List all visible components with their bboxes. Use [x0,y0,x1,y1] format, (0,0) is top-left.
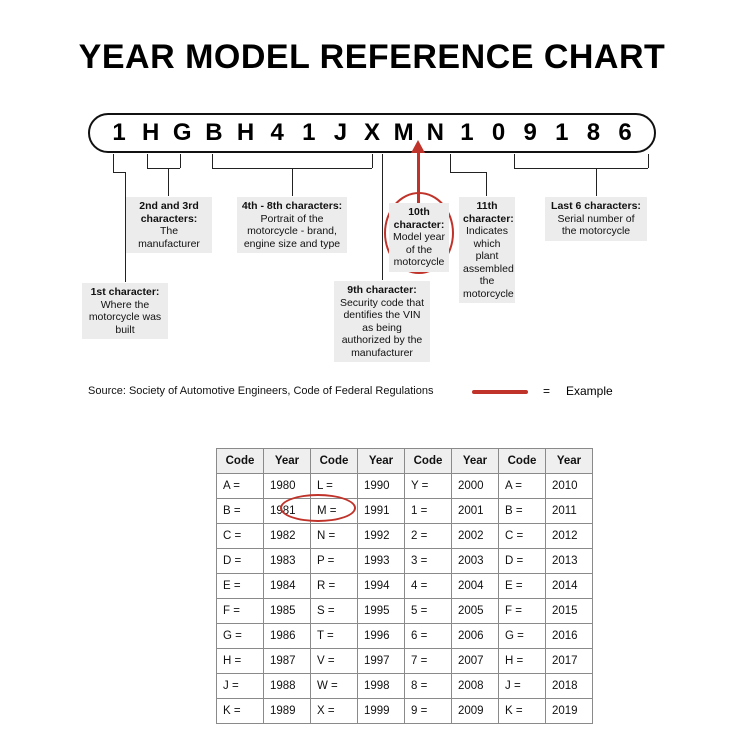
vin-char-8: J [333,119,348,146]
vin-char-13: 0 [491,119,506,146]
table-header-code-3: Code [405,449,452,474]
table-cell-year: 1982 [264,524,311,549]
vin-char-11: N [426,119,444,146]
table-cell-year: 1987 [264,649,311,674]
table-cell-code: H = [217,649,264,674]
table-cell-code: T = [311,624,358,649]
table-cell-year: 1995 [358,599,405,624]
table-row [217,524,593,549]
table-row [217,549,593,574]
callout-9th-character [334,281,430,362]
table-cell-year: 2016 [546,624,593,649]
table-cell-code: G = [499,624,546,649]
table-row [217,574,593,599]
table-cell-year: 1993 [358,549,405,574]
table-cell-code: K = [217,699,264,724]
table-header-row [217,449,593,474]
table-cell-year: 2014 [546,574,593,599]
table-cell-year: 1980 [264,474,311,499]
callout-last-6-characters [545,197,647,241]
year-code-table-container [216,448,593,724]
table-cell-code: R = [311,574,358,599]
table-cell-year: 2018 [546,674,593,699]
vin-char-9: X [363,119,380,146]
table-cell-code: D = [499,549,546,574]
table-cell-code: E = [499,574,546,599]
table-cell-code: 2 = [405,524,452,549]
vin-char-7: 1 [302,119,316,146]
table-header-year-1: Year [264,449,311,474]
callout-2nd-3rd-characters-body: The manufacturer [138,225,200,250]
leader-line-last6-across [514,168,648,169]
table-cell-year: 2000 [452,474,499,499]
callout-4th-8th-characters-heading: 4th - 8th characters: [241,200,343,212]
leader-line-9th [382,154,383,280]
table-cell-code: Y = [405,474,452,499]
table-cell-code: F = [217,599,264,624]
table-cell-code: J = [499,674,546,699]
table-cell-year: 2010 [546,474,593,499]
leader-line-last6-b [648,154,649,168]
table-cell-year: 2009 [452,699,499,724]
callout-10th-character-body: Model year of the motorcycle [393,231,445,268]
leader-line-48-b [372,154,373,168]
table-cell-code: 9 = [405,699,452,724]
table-cell-code: A = [217,474,264,499]
table-cell-code: 4 = [405,574,452,599]
leader-line-23-b [180,154,181,168]
table-cell-code: G = [217,624,264,649]
table-row [217,624,593,649]
vin-char-4: B [205,119,223,146]
callout-11th-character-heading: 11th character: [463,200,514,225]
table-cell-code: L = [311,474,358,499]
legend-equals-sign: = [543,384,551,398]
leader-line-23-a [147,154,148,168]
table-cell-year: 1986 [264,624,311,649]
table-cell-code: 3 = [405,549,452,574]
table-cell-code: 7 = [405,649,452,674]
legend-red-dash-icon [472,390,528,394]
leader-line-last6-drop [596,168,597,196]
vin-char-6: 4 [270,119,284,146]
table-cell-code: 5 = [405,599,452,624]
callout-11th-character-body: Indicates which plant assembled the motorcycle [463,225,514,300]
table-row [217,699,593,724]
callout-9th-character-body: Security code that dentifies the VIN as being authorized by the manufacturer [339,296,425,359]
leader-line-11th-across [450,172,486,173]
vin-char-3: G [172,119,192,146]
table-cell-code: 1 = [405,499,452,524]
vin-number-capsule [88,113,656,153]
table-cell-code: X = [311,699,358,724]
table-cell-code: V = [311,649,358,674]
table-cell-year: 2012 [546,524,593,549]
table-cell-code: F = [499,599,546,624]
vin-char-5: H [236,119,255,146]
callout-10th-character-heading: 10th character: [393,206,445,231]
table-cell-code: 6 = [405,624,452,649]
table-cell-code: E = [217,574,264,599]
table-header-code-1: Code [217,449,264,474]
table-cell-year: 2001 [452,499,499,524]
table-header-year-3: Year [452,449,499,474]
table-cell-code: S = [311,599,358,624]
vin-char-15: 1 [555,119,569,146]
table-cell-year: 2019 [546,699,593,724]
table-cell-code: M = [311,499,358,524]
table-cell-code: D = [217,549,264,574]
table-cell-code: P = [311,549,358,574]
leader-line-23-across [147,168,180,169]
table-cell-year: 2017 [546,649,593,674]
table-cell-code: K = [499,699,546,724]
year-code-table [216,448,593,724]
table-cell-year: 1998 [358,674,405,699]
table-cell-year: 1996 [358,624,405,649]
table-cell-year: 2003 [452,549,499,574]
table-cell-code: J = [217,674,264,699]
table-cell-year: 1983 [264,549,311,574]
leader-line-1st-down [113,154,114,172]
callout-2nd-3rd-characters-heading: 2nd and 3rd characters: [139,200,199,225]
table-cell-year: 2002 [452,524,499,549]
leader-line-11th-drop [486,172,487,196]
table-cell-year: 2005 [452,599,499,624]
vin-char-16: 8 [586,119,601,146]
callout-1st-character-body: Where the motorcycle was built [88,298,162,336]
table-cell-code: A = [499,474,546,499]
vin-char-14: 9 [523,119,537,146]
table-header-year-2: Year [358,449,405,474]
leader-line-48-a [212,154,213,168]
callout-1st-character [82,283,168,339]
vin-char-17: 6 [618,119,632,146]
table-cell-year: 2007 [452,649,499,674]
table-row [217,499,593,524]
table-cell-code: H = [499,649,546,674]
table-cell-year: 1999 [358,699,405,724]
leader-line-1st-across [113,172,125,173]
table-cell-year: 2004 [452,574,499,599]
callout-last-6-characters-heading: Last 6 characters: [551,200,641,212]
leader-line-48-drop [292,168,293,196]
vin-char-10: M [393,119,414,146]
table-cell-year: 2008 [452,674,499,699]
table-cell-year: 1985 [264,599,311,624]
table-row [217,599,593,624]
vin-char-1: 1 [112,119,126,146]
table-row [217,674,593,699]
table-cell-year: 1988 [264,674,311,699]
leader-line-11th-down [450,154,451,172]
callout-last-6-characters-body: Serial number of the motorcycle [557,212,635,237]
table-cell-year: 1990 [358,474,405,499]
table-row [217,474,593,499]
table-cell-code: W = [311,674,358,699]
table-cell-code: B = [217,499,264,524]
source-text: Source: Society of Automotive Engineers, Code of Federal Regulations [88,385,434,397]
table-cell-code: 8 = [405,674,452,699]
table-cell-year: 2011 [546,499,593,524]
table-header-code-4: Code [499,449,546,474]
table-cell-code: N = [311,524,358,549]
table-cell-year: 1984 [264,574,311,599]
leader-line-23-drop [168,168,169,196]
table-cell-code: C = [217,524,264,549]
callout-4th-8th-characters-body: Portrait of the motorcycle - brand, engine size and type [243,212,341,250]
callout-11th-character [459,197,515,303]
table-row [217,649,593,674]
table-header-year-4: Year [546,449,593,474]
table-cell-code: B = [499,499,546,524]
vin-char-2: H [141,119,160,146]
table-cell-year: 2013 [546,549,593,574]
table-cell-year: 2015 [546,599,593,624]
table-cell-year: 1994 [358,574,405,599]
table-cell-year: 2006 [452,624,499,649]
table-cell-year: 1992 [358,524,405,549]
legend-label: Example [566,384,613,398]
callout-9th-character-heading: 9th character: [347,284,417,296]
table-cell-year: 1997 [358,649,405,674]
callout-4th-8th-characters [237,197,347,253]
leader-line-last6-a [514,154,515,168]
callout-10th-character [389,203,449,272]
page-title: YEAR MODEL REFERENCE CHART [78,38,666,76]
table-cell-year: 1991 [358,499,405,524]
callout-2nd-3rd-characters [126,197,212,253]
table-cell-year: 1989 [264,699,311,724]
table-header-code-2: Code [311,449,358,474]
vin-char-12: 1 [460,119,474,146]
table-cell-year: 1981 [264,499,311,524]
callout-1st-character-heading: 1st character: [90,286,160,298]
table-cell-code: C = [499,524,546,549]
